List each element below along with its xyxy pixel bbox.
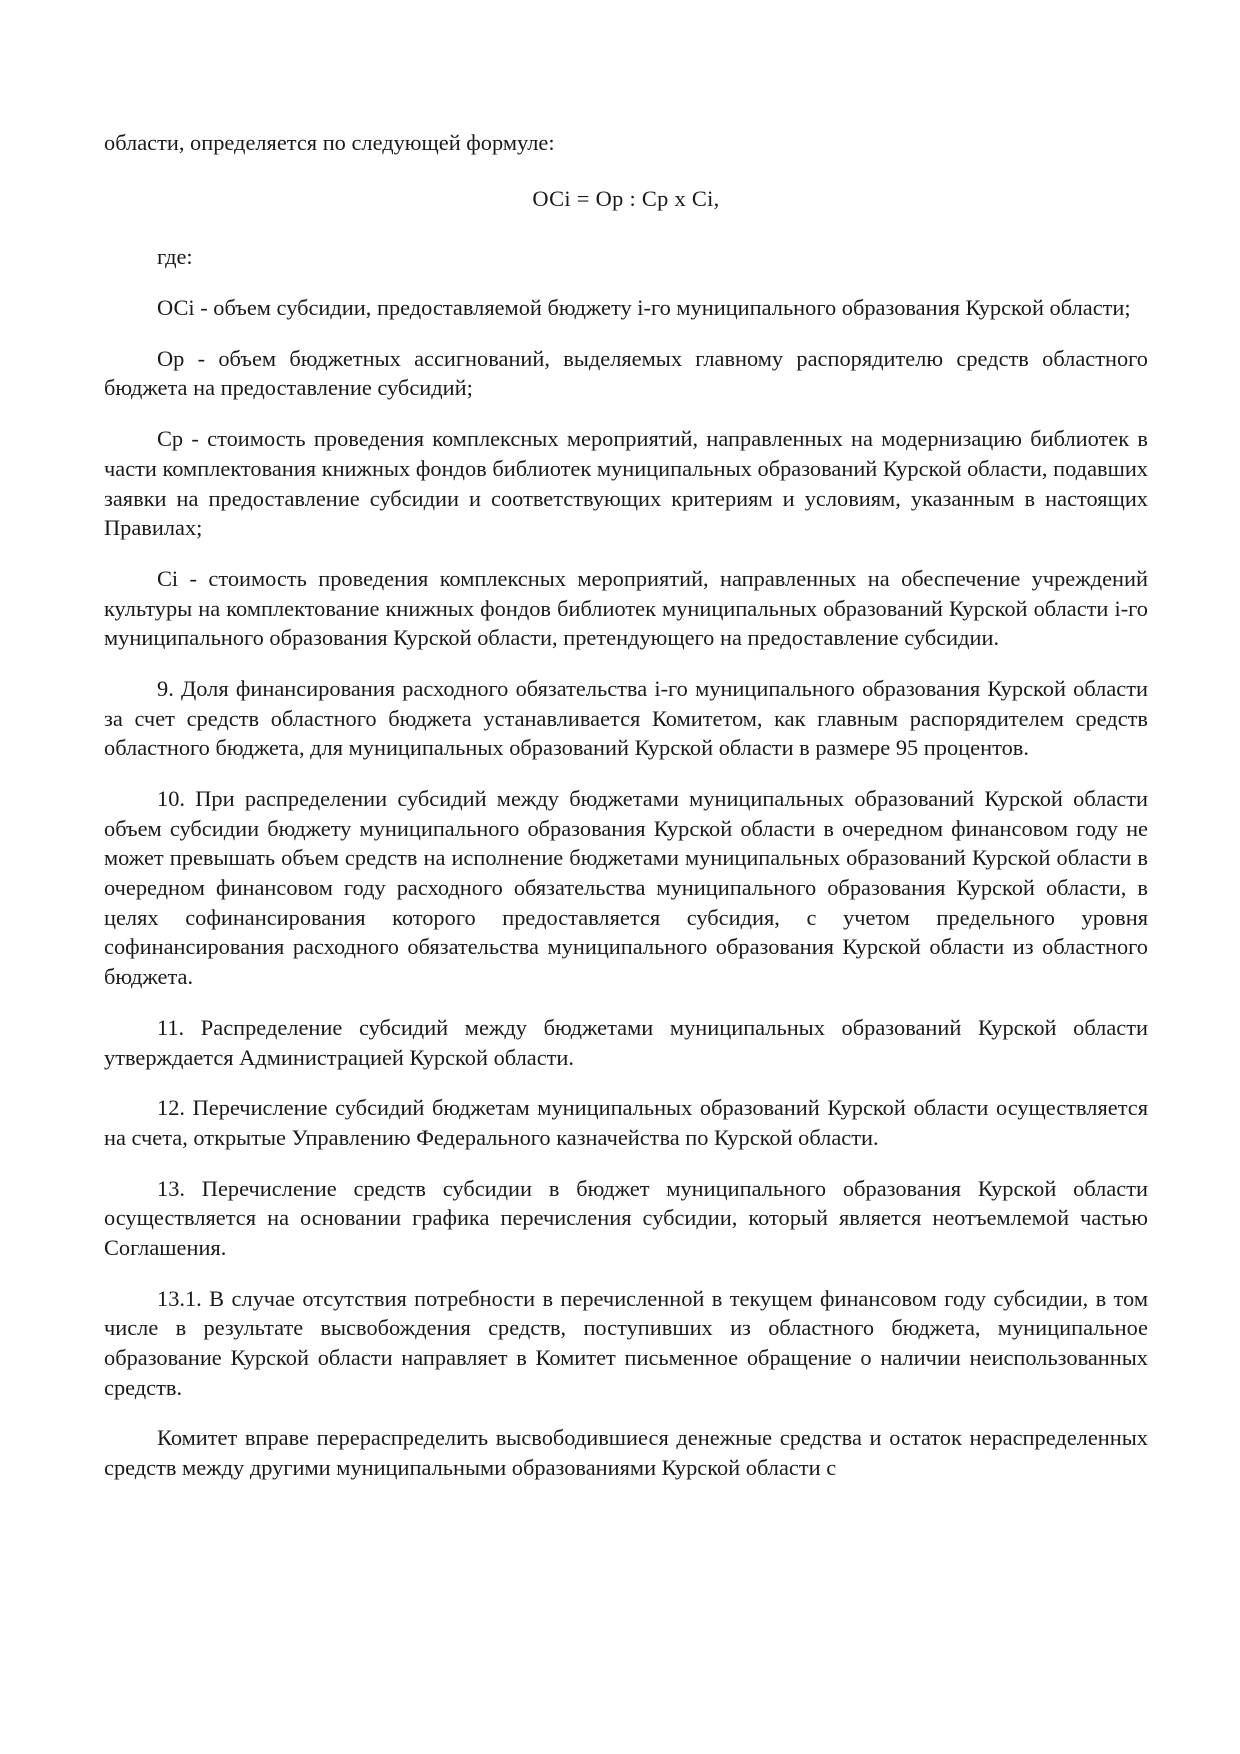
definition-cp: Сp - стоимость проведения комплексных мероприятий, направленных на модернизацию библиотек в части комплектования книжных фондов библиотек муниципальных образований Курской области, подавших заявки на предоставление субсидии и соответствующих критериям и условиям, указанным в настоящих Правилах; [104,426,1148,541]
clause-12: 12. Перечисление субсидий бюджетам муниципальных образований Курской области осуществляется на счета, открытые Управлению Федерального казначейства по Курской области. [104,1095,1148,1150]
formula-line: ОСi = Оp : Сp x Сi, [532,185,720,211]
definition-oci: ОСi - объем субсидии, предоставляемой бюджету i-го муниципального образования Курской области; [157,295,1131,321]
clause-13-1: 13.1. В случае отсутствия потребности в перечисленной в текущем финансовом году субсидии, в том числе в результате высвобождения средств, поступивших из областного бюджета, муниципальное образование Курской области направляет в Комитет письменное обращение о наличии неиспользованных средств. [104,1285,1148,1400]
clause-13: 13. Перечисление средств субсидии в бюджет муниципального образования Курской области осуществляется на основании графика перечисления субсидии, который является неотъемлемой частью Соглашения. [104,1175,1148,1260]
definition-ci: Сi - стоимость проведения комплексных мероприятий, направленных на обеспечение учреждений культуры на комплектование книжных фондов библиотек муниципальных образований Курской области i-го муниципального образования Курской области, претендующего на предоставление субсидии. [104,565,1148,651]
where-label: где: [157,244,193,270]
definition-op: Оp - объем бюджетных ассигнований, выделяемых главному распорядителю средств областного бюджета на предоставление субсидий; [104,345,1148,401]
clause-10: 10. При распределении субсидий между бюджетами муниципальных образований Курской области объем субсидии бюджету муниципального образования Курской области в очередном финансовом году не может превышать объем средств на исполнение бюджетами муниципальных образований Курской области в очередном финансовом году расходного обязательства муниципального образования Курской области, в целях софинансирования которого предоставляется субсидия, с учетом предельного уровня софинансирования расходного обязательства муниципального образования Курской области из областного бюджета. [104,786,1148,990]
continuation-line: области, определяется по следующей формуле: [104,130,555,155]
clause-11: 11. Распределение субсидий между бюджетами муниципальных образований Курской области утверждается Администрацией Курской области. [104,1014,1148,1070]
clause-13-1-continuation: Комитет вправе перераспределить высвободившиеся денежные средства и остаток нераспределенных средств между другими муниципальными образованиями Курской области с [104,1425,1148,1481]
clause-9: 9. Доля финансирования расходного обязательства i-го муниципального образования Курской области за счет средств областного бюджета устанавливается Комитетом, как главным распорядителем средств областного бюджета, для муниципальных образований Курской области в размере 95 процентов. [104,675,1148,761]
document-body [104,128,1148,1483]
